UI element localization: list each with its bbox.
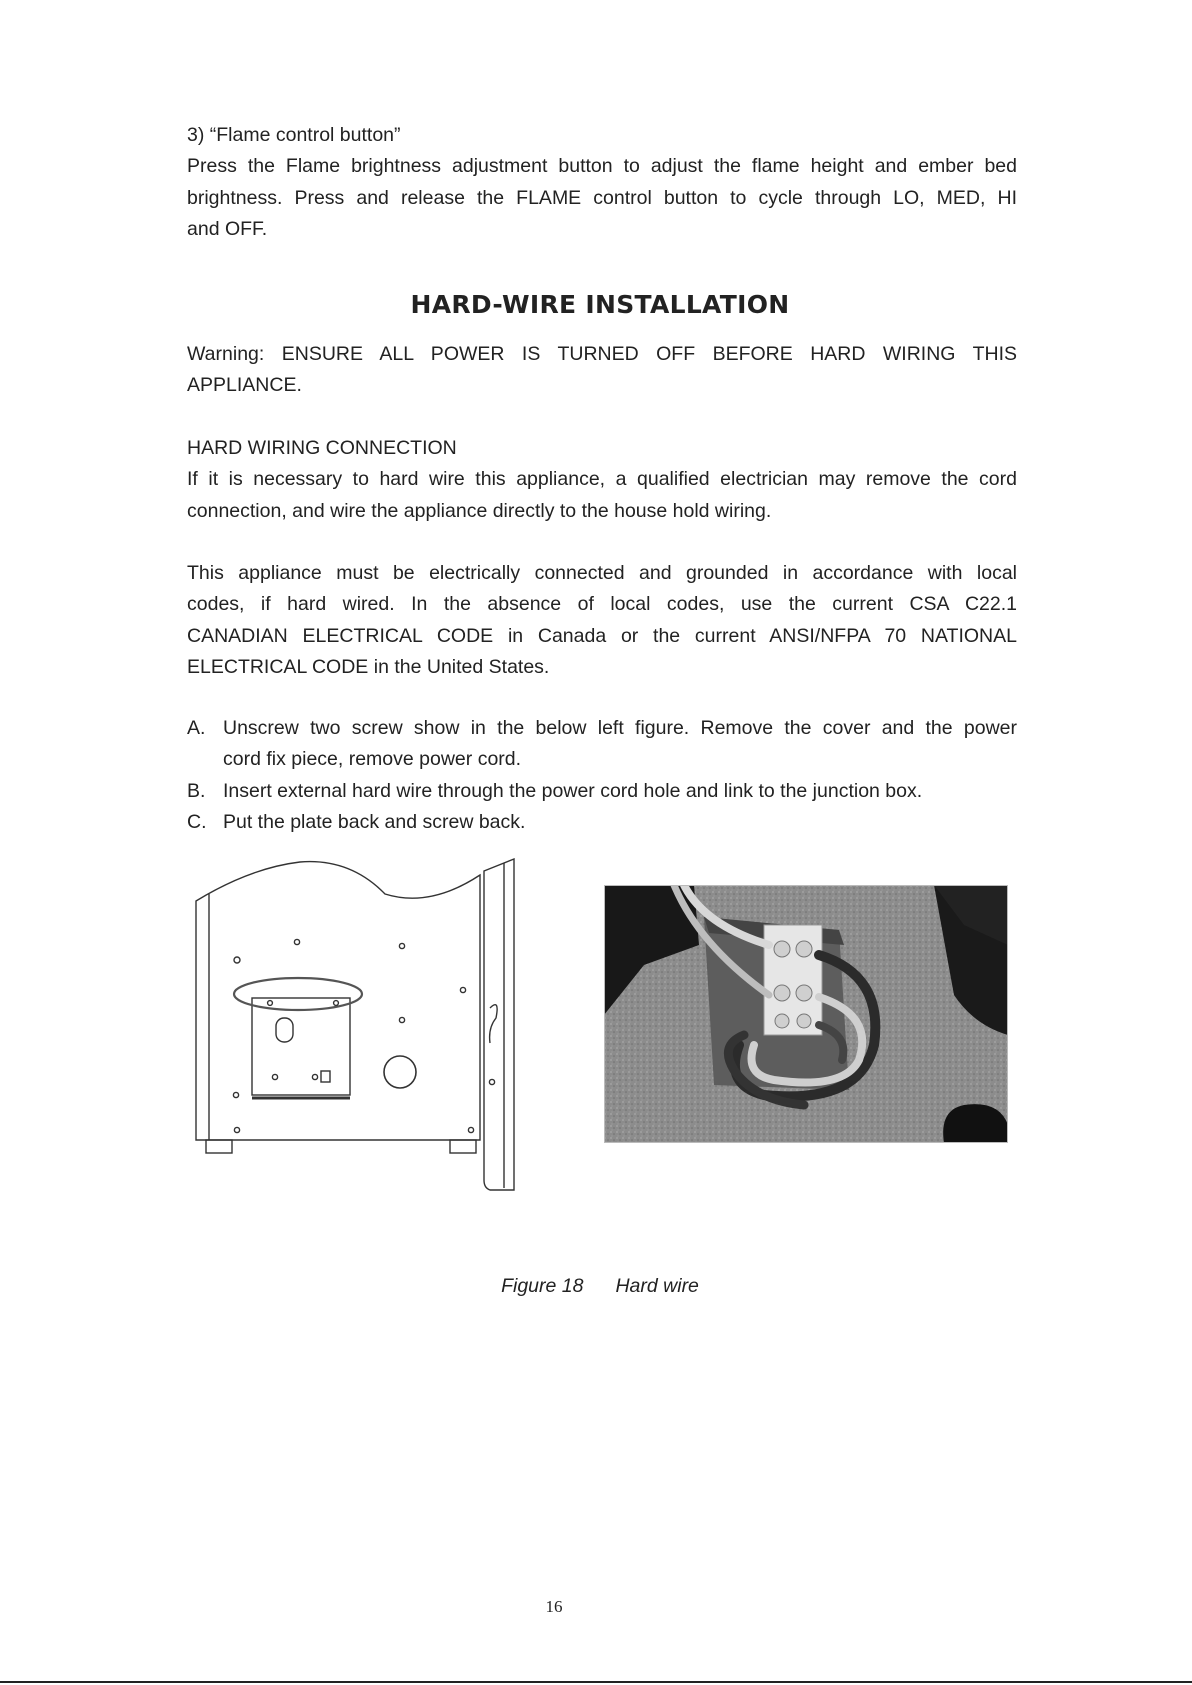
flame-control-line-3: and OFF. (187, 217, 268, 240)
left-foot (206, 1140, 232, 1153)
screw-highlight-oval (234, 978, 362, 1010)
step-marker: B. (187, 779, 206, 802)
list-item (187, 713, 1017, 776)
hard-wiring-section (187, 433, 1017, 527)
step-text-line: Put the plate back and screw back. (223, 810, 526, 833)
grounding-line-3: CANADIAN ELECTRICAL CODE in Canada or the current ANSI/NFPA 70 NATIONAL (187, 624, 1017, 647)
warning-line-1: Warning: ENSURE ALL POWER IS TURNED OFF BEFORE HARD WIRING THIS (187, 343, 1017, 365)
round-hole (384, 1056, 416, 1088)
grounding-line-4: ELECTRICAL CODE in the United States. (187, 655, 550, 678)
back-panel-drawing (190, 858, 530, 1193)
figure-caption (0, 1275, 1192, 1298)
list-item (187, 807, 1017, 838)
flame-control-heading: 3) “Flame control button” (187, 124, 401, 146)
list-item (187, 776, 1017, 807)
step-marker: A. (187, 717, 206, 739)
warning-block (187, 339, 1017, 402)
bottom-rule (0, 1681, 1192, 1683)
grounding-paragraph (187, 558, 1017, 683)
step-text-line: cord fix piece, remove power cord. (223, 748, 522, 771)
step-text-line: Insert external hard wire through the power cord hole and link to the junction box. (223, 779, 923, 802)
warning-line-2: APPLIANCE. (187, 374, 302, 397)
right-foot (450, 1140, 476, 1153)
hard-wiring-heading: HARD WIRING CONNECTION (187, 437, 457, 459)
hard-wiring-line-2: connection, and wire the appliance directly to the house hold wiring. (187, 499, 772, 522)
grounding-line-1: This appliance must be electrically connected and grounded in accordance with local (187, 562, 1017, 584)
cover-plate (252, 998, 350, 1095)
section-title: HARD-WIRE INSTALLATION (410, 290, 790, 319)
hard-wiring-line-1: If it is necessary to hard wire this appliance, a qualified electrician may remove the cord (187, 468, 1017, 491)
figure-title: Hard wire (615, 1275, 699, 1297)
flame-control-section (187, 120, 1017, 245)
figure-number: Figure 18 (501, 1275, 584, 1297)
side-panel (484, 859, 514, 1190)
step-marker: C. (187, 810, 207, 833)
grounding-line-2: codes, if hard wired. In the absence of local codes, use the current CSA C22.1 (187, 593, 1017, 616)
page-number: 16 (545, 1597, 563, 1616)
cord-hole (276, 1018, 293, 1042)
flame-control-line-2: brightness. Press and release the FLAME control button to cycle through LO, MED, HI (187, 186, 1017, 209)
steps-list (187, 713, 1017, 838)
step-text-line: Unscrew two screw show in the below left figure. Remove the cover and the power (223, 717, 1017, 739)
flame-control-line-1: Press the Flame brightness adjustment button to adjust the flame height and ember bed (187, 155, 1017, 178)
junction-box-photo (604, 885, 1008, 1143)
